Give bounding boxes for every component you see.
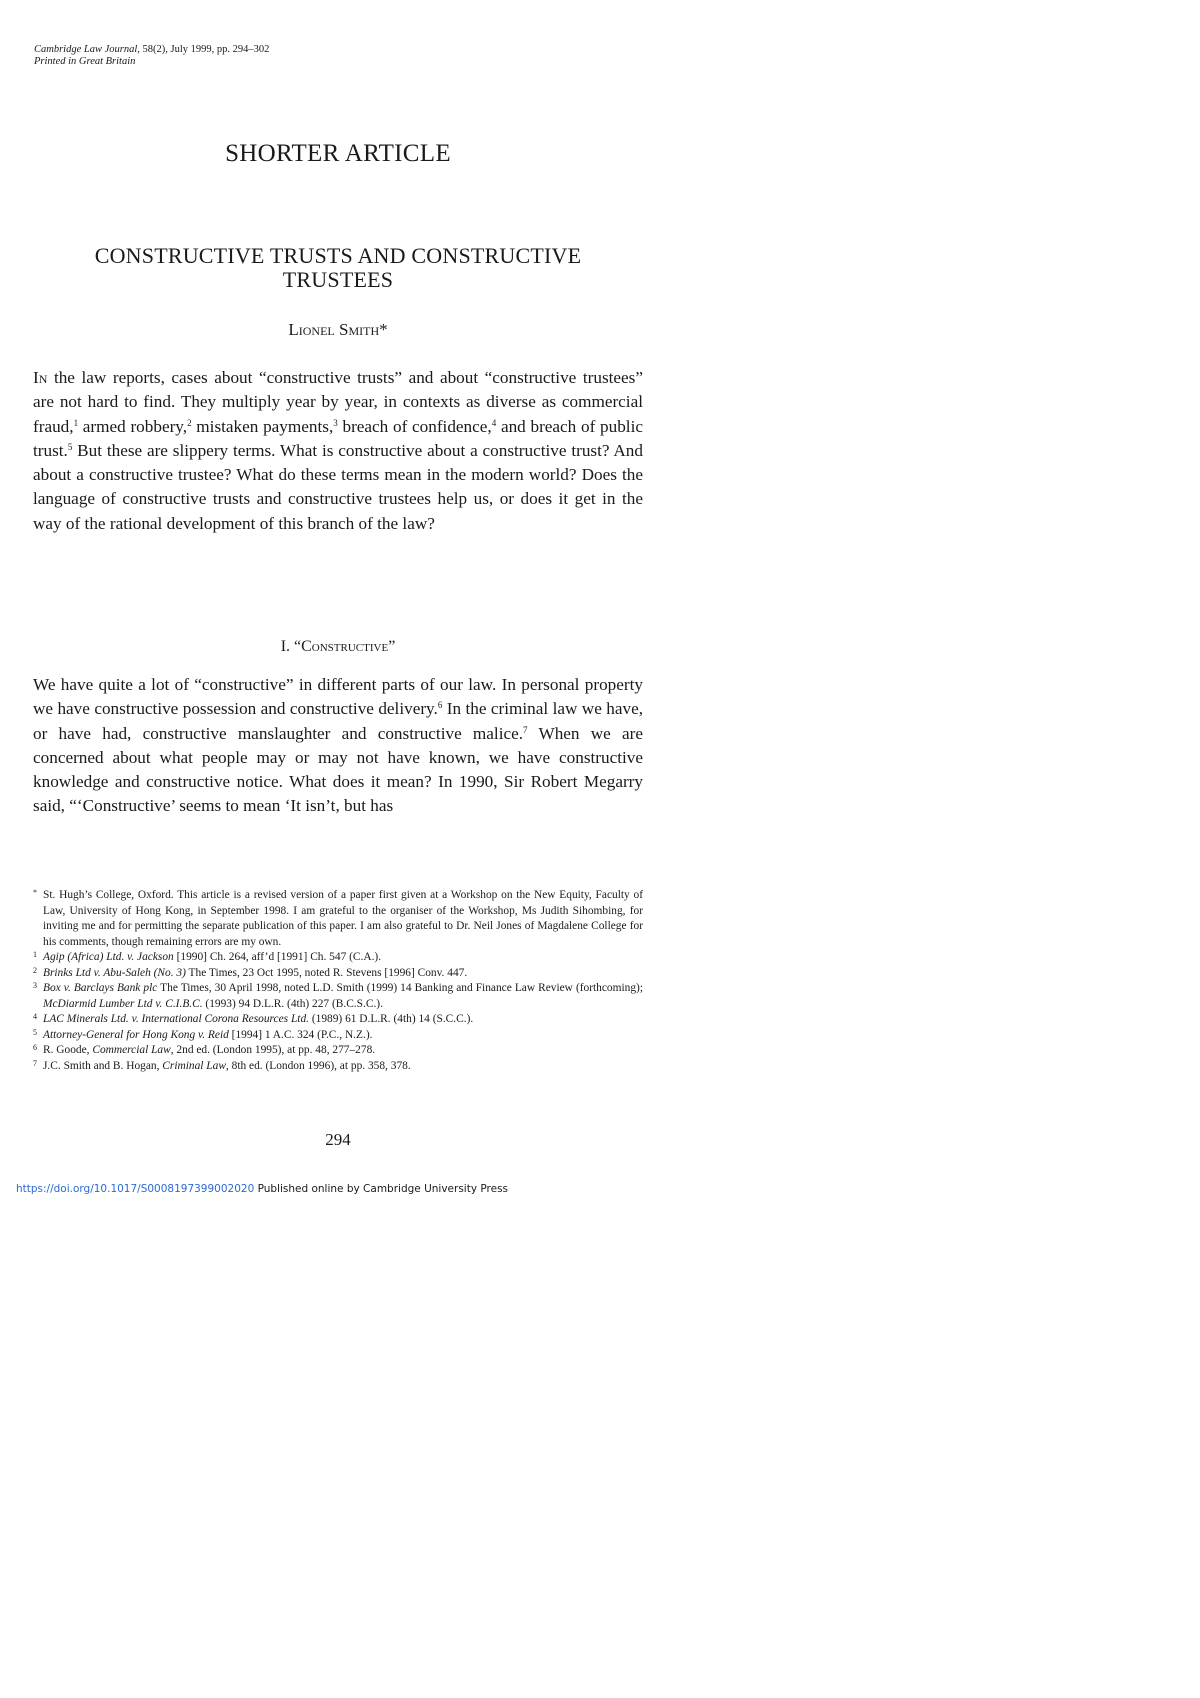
intro-paragraph — [33, 366, 643, 536]
footnote-mark: 1 — [33, 950, 37, 959]
page-number: 294 — [325, 1130, 351, 1149]
intro-sentence: But these are slippery terms. What is constructive about a constructive trust? And about a constructive trustee? What do these terms mean in the modern world? Does the language of constructive trusts and constructive trustees help us, or does it get in the way of the rational development of this branch of the law? — [33, 440, 643, 533]
footnote-ref[interactable]: 5 — [67, 441, 73, 452]
footnote-mark: 7 — [33, 1058, 37, 1068]
body-sentence: We have quite a lot of “constructive” in different parts of our law. In personal property we have constructive possession and constructive delivery. — [33, 675, 643, 719]
book-title: Criminal Law — [162, 1059, 226, 1072]
footnote-author: J.C. Smith and B. Hogan, — [43, 1059, 163, 1072]
intro-sentence: and breach of public trust. — [33, 416, 643, 460]
footnote-4 — [33, 1012, 643, 1028]
footnote-2 — [33, 966, 643, 982]
article-title: CONSTRUCTIVE TRUSTS AND CONSTRUCTIVE TRUSTEES — [94, 243, 582, 292]
footnote-mark: 6 — [33, 1043, 37, 1052]
author-line — [0, 320, 676, 340]
footnote-ref[interactable]: 2 — [187, 417, 192, 428]
footnote-text: , 2nd ed. (London 1995), at pp. 48, 277–278. — [170, 1044, 376, 1056]
footnote-text: (1993) 94 D.L.R. (4th) 227 (B.C.S.C.). — [202, 997, 383, 1010]
case-name: Brinks Ltd v. Abu-Saleh (No. 3) — [43, 966, 186, 979]
heading-word: Constructive — [301, 638, 389, 655]
footnotes — [33, 888, 643, 1074]
footnote-text: The Times, 30 April 1998, noted L.D. Smith (1999) 14 Banking and Finance Law Review (forthcoming); — [157, 982, 643, 994]
journal-citation — [34, 44, 269, 56]
footnote-ref[interactable]: 1 — [73, 417, 79, 428]
footnote-star — [33, 888, 643, 950]
body-paragraph — [33, 673, 643, 819]
doi-footer — [16, 1183, 508, 1195]
intro-lead: In — [33, 368, 48, 387]
footnote-ref[interactable]: 6 — [437, 700, 443, 711]
body-sentence: When we are concerned about what people may or may not have known, we have constructive knowledge and constructive notice. What does it mean? In 1990, Sir Robert Megarry said, “‘Constructive’ seems to mean ‘It isn’t, but has — [33, 723, 644, 816]
footnote-7 — [33, 1059, 643, 1075]
footnote-mark: 3 — [33, 981, 37, 990]
book-title: Commercial Law — [92, 1044, 171, 1056]
footnote-text: , 8th ed. (London 1996), at pp. 358, 378. — [225, 1059, 411, 1072]
footnote-3 — [33, 981, 643, 1012]
journal-issue: 58(2), July 1999, pp. 294–302 — [142, 44, 270, 55]
section-heading — [0, 638, 676, 656]
case-name: LAC Minerals Ltd. v. International Corona Resources Ltd. — [43, 1013, 309, 1025]
journal-name: Cambridge Law Journal, — [34, 44, 140, 55]
case-name: Attorney-General for Hong Kong v. Reid — [43, 1028, 229, 1041]
printed-note: Printed in Great Britain — [34, 56, 136, 67]
intro-sentence: breach of confidence, — [337, 416, 492, 436]
heading-close: ” — [388, 638, 396, 655]
author-footnote-mark: * — [379, 320, 388, 339]
footnote-mark: 5 — [33, 1027, 37, 1037]
footnote-text: [1990] Ch. 264, aff’d [1991] Ch. 547 (C.A.). — [173, 951, 382, 963]
case-name: McDiarmid Lumber Ltd v. C.I.B.C. — [43, 997, 203, 1010]
case-name: Agip (Africa) Ltd. v. Jackson — [43, 951, 174, 963]
footnote-5 — [33, 1028, 643, 1044]
footnote-text: (1989) 61 D.L.R. (4th) 14 (S.C.C.). — [309, 1013, 474, 1025]
author-name: Lionel Smith — [288, 320, 380, 339]
footnote-text: The Times, 23 Oct 1995, noted R. Stevens [1996] Conv. 447. — [185, 966, 468, 979]
footnote-mark: 2 — [33, 965, 37, 975]
footnote-ref[interactable]: 3 — [333, 417, 338, 428]
doi-link[interactable]: https://doi.org/10.1017/S0008197399002020 — [16, 1183, 255, 1195]
publisher-note: Published online by Cambridge University Press — [254, 1183, 509, 1195]
section-kind: SHORTER ARTICLE — [225, 140, 451, 167]
journal-header — [34, 44, 269, 68]
footnote-6 — [33, 1043, 643, 1059]
intro-sentence: mistaken payments, — [196, 416, 334, 436]
heading-number: I. “ — [280, 638, 302, 655]
footnote-1 — [33, 950, 643, 966]
intro-sentence: the law reports, cases about “constructive trusts” and about “constructive trustees” are not hard to find. They multiply year by year, in contexts as diverse as commercial fraud, — [33, 368, 643, 436]
footnote-text: [1994] 1 A.C. 324 (P.C., N.Z.). — [228, 1028, 373, 1041]
body-sentence: In the criminal law we have, or have had, constructive manslaughter and constructive malice. — [33, 699, 644, 743]
footnote-ref[interactable]: 4 — [491, 417, 497, 428]
footnote-author: R. Goode, — [43, 1044, 93, 1056]
case-name: Box v. Barclays Bank plc — [43, 982, 158, 994]
footnote-ref[interactable]: 7 — [523, 724, 528, 735]
footnote-mark: 4 — [33, 1012, 37, 1021]
intro-sentence: armed robbery, — [78, 416, 188, 436]
footnote-mark: * — [33, 888, 37, 897]
footnote-text: St. Hugh’s College, Oxford. This article is a revised version of a paper first given at a Workshop on the New Equity, Faculty of Law, University of Hong Kong, in September 1998. I am grateful to the organiser of the Workshop, Ms Judith Sihombing, for inviting me and for permitting the separate publication of this paper. I am also grateful to Dr. Neil Jones of Magdalene College for his comments, though remaining errors are my own. — [43, 889, 643, 948]
